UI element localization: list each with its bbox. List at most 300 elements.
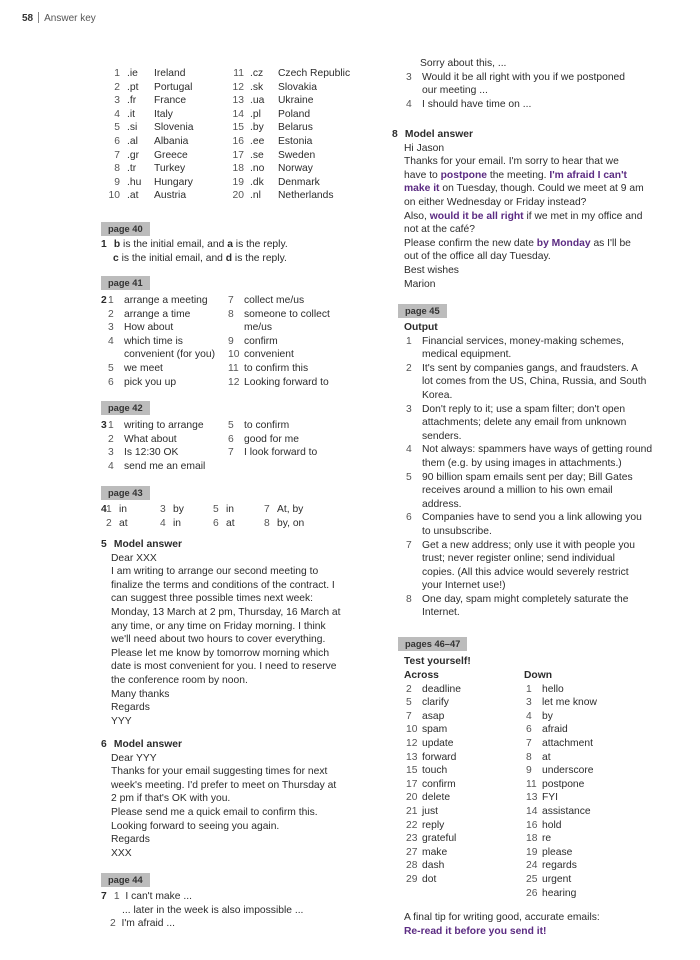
item-text: lot comes from the US, China, Russia, and South (422, 376, 647, 388)
page-label: page 45 (398, 304, 447, 318)
item-text: to confirm this (244, 362, 309, 374)
list-item (524, 791, 664, 805)
domain-code: .tr (127, 163, 137, 175)
crossword-word: underscore (542, 765, 594, 777)
domain-row (230, 176, 390, 190)
list-item (106, 321, 236, 335)
final-tip (404, 911, 686, 938)
item-number: 7 (406, 710, 412, 722)
item-number: 1 (526, 683, 532, 695)
crossword-word: dot (422, 873, 437, 885)
text-line: any time, or any time on Friday morning. I think (111, 620, 326, 632)
item-number: 15 (406, 765, 418, 777)
answer-text: by, on (277, 517, 305, 529)
crossword-word: just (422, 805, 439, 817)
item-number: 12 (228, 376, 240, 388)
answer-text: is the initial email, and (118, 252, 226, 264)
highlight-text: by Monday (536, 237, 591, 249)
list-item (226, 419, 356, 460)
item-text: to confirm (244, 420, 290, 431)
q6-model-answer (101, 738, 391, 860)
item-number: 14 (526, 805, 538, 817)
item-number: 9 (114, 176, 120, 188)
domain-list-left (106, 67, 236, 203)
item-number: 10 (108, 190, 120, 202)
item-number: 8 (114, 163, 120, 175)
question-number: 1 (101, 239, 107, 250)
list-item (106, 376, 236, 390)
list-item (226, 362, 356, 376)
text-line: the conference room by noon. (111, 674, 248, 686)
item-number: 5 (406, 471, 412, 483)
list-item (404, 751, 524, 765)
item-text: 90 billion spam emails sent per day; Bill Gates (422, 471, 633, 483)
crossword-word: urgent (542, 873, 572, 885)
list-item (524, 683, 664, 697)
tip-highlight: Re-read it before you send it! (404, 925, 547, 937)
item-number: 2 (110, 918, 116, 930)
item-number: 3 (406, 71, 412, 83)
list-item (404, 403, 686, 444)
item-number: 19 (526, 846, 538, 858)
text-line: we'll need about two hours to cover everything. (111, 634, 326, 646)
section-page-44 (101, 873, 150, 888)
column-title: Down (524, 670, 553, 681)
item-number: 4 (114, 108, 120, 120)
item-number: 8 (264, 517, 270, 529)
section-title: Test yourself! (404, 656, 471, 667)
item-number: 14 (232, 108, 244, 120)
item-number: 21 (406, 805, 418, 817)
page-label: page 44 (101, 873, 150, 887)
text-line: Also, would it be all right if we met in my office and (404, 210, 643, 222)
item-text: Financial services, money-making schemes, (422, 335, 625, 347)
item-number: 9 (228, 335, 234, 347)
domain-code: .hu (127, 176, 142, 188)
page41-right (226, 294, 356, 389)
item-number: 7 (114, 149, 120, 161)
item-text: them (e.g. by using images in attachments.) (422, 457, 622, 469)
list-item (106, 460, 236, 474)
item-number: 6 (526, 724, 532, 736)
list-item (524, 859, 664, 873)
item-number: 22 (406, 819, 418, 831)
item-text: What about (124, 433, 177, 445)
crossword-word: postpone (542, 778, 585, 790)
list-item (524, 751, 664, 765)
list-item (404, 737, 524, 751)
answer-text: Sorry about this, ... (420, 58, 507, 69)
item-number: 2 (106, 517, 112, 529)
question-number: 2 (101, 295, 107, 306)
crossword-word: grateful (422, 833, 457, 845)
item-number: 12 (232, 81, 244, 93)
text-line: can suggest three possible times next week: (111, 593, 314, 605)
item-text: senders. (422, 430, 462, 442)
answer-text: at (119, 517, 128, 529)
output-answers (404, 321, 686, 620)
text-line: Thanks for your email. I'm sorry to hear that we (404, 156, 619, 168)
item-number: 5 (114, 122, 120, 134)
domain-code: .cz (250, 68, 264, 79)
domain-code: .sk (250, 81, 264, 93)
crossword-word: delete (422, 792, 451, 804)
list-item (106, 433, 236, 447)
text-line: on either Wednesday or Friday instead? (404, 196, 587, 208)
item-number: 24 (526, 860, 538, 872)
country-name: Denmark (278, 176, 320, 188)
answer-text: I should have time on ... (422, 98, 532, 110)
item-number: 3 (114, 95, 120, 107)
domain-code: .gr (127, 149, 140, 161)
section-page-46-47 (398, 637, 467, 652)
item-text: good for me (244, 433, 299, 445)
answer-text: in (173, 517, 182, 529)
crossword-word: clarify (422, 697, 449, 709)
item-number: 8 (228, 308, 234, 320)
answer-text: is the reply. (232, 252, 287, 264)
country-name: Austria (154, 190, 187, 202)
section-page-45 (398, 304, 447, 319)
crossword-word: afraid (542, 724, 568, 736)
domain-row (106, 121, 236, 135)
item-text: convenient (for you) (124, 349, 216, 361)
tip-text: A final tip for writing good, accurate emails: (404, 912, 600, 923)
domain-row (106, 67, 236, 81)
domain-row (230, 135, 390, 149)
domain-code: .by (250, 122, 264, 134)
domain-code: .it (127, 108, 136, 120)
item-number: 13 (232, 95, 244, 107)
text-line: make it on Tuesday, though. Could we meet at 9 am (404, 183, 644, 195)
answer-text: by (173, 504, 184, 515)
crossword-word: reply (422, 819, 445, 831)
item-number: 1 (108, 420, 114, 431)
item-text: copies. (All this advice would severely restrict (422, 566, 629, 578)
domain-row (230, 67, 390, 81)
item-number: 19 (232, 176, 244, 188)
list-item (524, 887, 664, 901)
item-text: How about (124, 322, 174, 334)
question-number: 6 (101, 739, 107, 750)
domain-code: .nl (250, 190, 261, 202)
domain-row (106, 67, 236, 203)
item-number: 2 (108, 433, 114, 445)
item-number: 3 (160, 504, 166, 515)
item-text: medical equipment. (422, 349, 512, 361)
text-line: Thanks for your email suggesting times for next (111, 766, 328, 778)
list-item (404, 791, 524, 805)
answer-text: is the initial email, and (120, 239, 228, 250)
answer-text: I'm afraid ... (121, 918, 175, 930)
item-number: 7 (264, 504, 270, 515)
text-line: finalize the terms and conditions of the contract. I (111, 579, 335, 591)
list-item (524, 832, 664, 846)
domain-code: .dk (250, 176, 264, 188)
header-title: Answer key (44, 13, 96, 24)
text-line: have to postpone the meeting. I'm afraid I can't (404, 169, 627, 181)
crossword-word: update (422, 737, 454, 749)
item-number: 6 (114, 135, 120, 147)
list-item (106, 419, 236, 473)
domain-row (230, 81, 390, 95)
item-text: Korea. (422, 389, 453, 401)
list-item (524, 846, 664, 860)
list-item (404, 683, 524, 697)
item-text: Companies have to send you a link allowing you (422, 512, 642, 524)
page42-right (226, 419, 356, 460)
list-item (404, 335, 686, 362)
country-name: Poland (278, 108, 311, 120)
section-page-41 (101, 276, 150, 291)
item-number: 20 (406, 792, 418, 804)
text-line: Hi Jason (404, 142, 445, 154)
item-number: 11 (526, 778, 537, 790)
item-text: arrange a meeting (124, 295, 208, 306)
item-number: 2 (108, 308, 114, 320)
item-number: 15 (232, 122, 244, 134)
domain-row (106, 135, 236, 149)
item-text: address. (422, 498, 462, 510)
list-item (524, 696, 664, 710)
item-number: 1 (113, 891, 120, 902)
grid-row (106, 517, 366, 531)
answer-text: in (226, 504, 235, 515)
domain-code: .si (127, 122, 138, 134)
country-name: Slovakia (278, 81, 317, 93)
text-line: Looking forward to seeing you again. (111, 820, 280, 832)
list-item (524, 805, 664, 819)
item-number: 3 (108, 322, 114, 334)
list-item (404, 819, 524, 833)
crossword-word: deadline (422, 683, 461, 695)
country-name: Greece (154, 149, 188, 161)
item-number: 3 (108, 447, 114, 459)
item-text: confirm (244, 335, 278, 347)
crossword-word: at (542, 751, 551, 763)
item-text: It's sent by companies gangs, and fraudsters. A (422, 362, 639, 374)
list-item (226, 294, 356, 308)
list-item (226, 433, 356, 447)
list-item (404, 443, 686, 470)
answer-letter: a (227, 239, 233, 250)
q7-continued (404, 57, 684, 111)
country-name: Czech Republic (278, 68, 351, 79)
item-text: your Internet use!) (422, 580, 506, 592)
down-list (524, 669, 664, 900)
item-text: I look forward to (244, 447, 318, 459)
page-label: page 41 (101, 276, 150, 290)
list-item (404, 593, 686, 620)
answer-title: Model answer (113, 539, 182, 550)
domain-code: .no (250, 163, 265, 175)
list-item (226, 419, 356, 433)
item-text: One day, spam might completely saturate the (422, 593, 629, 605)
country-name: France (154, 95, 187, 107)
question-number: 8 (392, 129, 398, 140)
list-item (404, 832, 524, 846)
item-number: 13 (526, 792, 538, 804)
list-item (404, 859, 524, 873)
item-number: 5 (108, 362, 114, 374)
item-number: 5 (406, 697, 412, 709)
text-line: Please let me know by tomorrow morning which (111, 647, 330, 659)
item-number: 7 (228, 447, 234, 459)
item-number: 28 (406, 860, 418, 872)
domain-row (106, 162, 236, 176)
domain-row (106, 81, 236, 95)
list-item (106, 308, 236, 322)
list-item (404, 539, 686, 593)
list-item (226, 446, 356, 460)
domain-row (106, 94, 236, 108)
item-number: 27 (406, 846, 418, 858)
item-number: 23 (406, 833, 418, 845)
domain-row (230, 94, 390, 108)
domain-code: .ua (250, 95, 265, 107)
page41-left (106, 294, 236, 389)
text-line: Dear XXX (111, 552, 157, 564)
q8-model-answer (392, 128, 684, 291)
answer-title: Model answer (404, 129, 473, 140)
crossword-answer (404, 683, 524, 887)
highlight-text: postpone (440, 169, 487, 181)
domain-list-right (230, 67, 390, 203)
answer-letter: d (225, 252, 233, 264)
page-header (22, 12, 96, 26)
country-name: Hungary (154, 176, 193, 188)
item-number: 9 (526, 765, 532, 777)
item-number: 26 (526, 887, 538, 899)
item-text: Get a new address; only use it with people you (422, 539, 635, 551)
domain-code: .pt (127, 81, 139, 93)
domain-row (230, 162, 390, 176)
item-number: 2 (406, 683, 412, 695)
test-yourself (404, 655, 686, 669)
highlight-text: make it (404, 183, 440, 195)
country-name: Albania (154, 135, 189, 147)
page43-grid (106, 503, 366, 530)
text-line: Monday, 13 March at 2 pm, Thursday, 16 March at (111, 606, 341, 618)
list-item (226, 308, 356, 335)
item-number: 3 (526, 697, 532, 709)
item-number: 1 (406, 335, 412, 347)
crossword-word: attachment (542, 737, 593, 749)
item-text: we meet (124, 362, 163, 374)
domain-code: .fr (127, 95, 137, 107)
item-text: collect me/us (244, 295, 305, 306)
item-text: attachments; delete any email from unknown (422, 417, 627, 429)
item-number: 10 (228, 349, 240, 361)
item-number: 25 (526, 873, 538, 885)
list-item (226, 348, 356, 362)
text-line: 2 pm if that's OK with you. (111, 793, 231, 805)
item-text: receives around a million to his own email (422, 485, 613, 497)
list-item (404, 362, 686, 403)
list-item (106, 294, 236, 389)
page-label: pages 46–47 (398, 637, 467, 651)
country-name: Ukraine (278, 95, 314, 107)
crossword-word: regards (542, 860, 577, 872)
item-number: 18 (232, 163, 244, 175)
page-number: 58 (22, 13, 34, 24)
item-text: Internet. (422, 607, 460, 619)
country-name: Portugal (154, 81, 193, 93)
item-text: pick you up (124, 376, 177, 388)
item-text: someone to collect (244, 308, 330, 320)
item-number: 18 (526, 833, 538, 845)
item-number: 4 (108, 335, 114, 347)
page-label: page 42 (101, 401, 150, 415)
text-line: Dear YYY (111, 752, 157, 764)
item-number: 2 (406, 362, 412, 374)
answer-text: in (119, 504, 128, 515)
item-number: 1 (106, 504, 112, 515)
country-name: Italy (154, 108, 173, 120)
item-number: 6 (108, 376, 114, 388)
item-number: 13 (406, 751, 418, 763)
item-text: Don't reply to it; use a spam filter; don't open (422, 403, 626, 415)
list-item (106, 446, 236, 460)
highlight-text: would it be all right (429, 210, 524, 222)
list-item (524, 723, 664, 737)
text-line: Please confirm the new date by Monday as I'll be (404, 237, 631, 249)
crossword-word: let me know (542, 697, 597, 709)
crossword-word: dash (422, 860, 445, 872)
item-text: trust; never register online; send individual (422, 553, 615, 565)
country-name: Slovenia (154, 122, 194, 134)
text-line: not at the café? (404, 224, 475, 236)
domain-code: .ee (250, 135, 265, 147)
text-line: Best wishes (404, 264, 459, 276)
crossword-word: re (542, 833, 552, 845)
text-line: week's meeting. I'd prefer to meet on Thursday at (111, 779, 337, 791)
item-number: 20 (232, 190, 244, 202)
answer-text: at (226, 517, 235, 529)
answer-text: is the reply. (232, 239, 288, 250)
item-number: 8 (406, 593, 412, 605)
crossword-word: make (422, 846, 448, 858)
crossword-word: FYI (542, 792, 559, 804)
item-text: writing to arrange (124, 420, 204, 431)
list-item (106, 335, 236, 362)
list-item (404, 723, 524, 737)
crossword-word: assistance (542, 805, 591, 817)
item-number: 1 (114, 68, 120, 79)
crossword-word: forward (422, 751, 457, 763)
answer-text: ... later in the week is also impossible ... (122, 904, 304, 916)
section-page-43 (101, 486, 150, 501)
domain-row (106, 176, 236, 190)
text-line: I am writing to arrange our second meeting to (111, 566, 319, 578)
crossword-answer (524, 683, 664, 901)
grid-row (106, 503, 366, 517)
text-line (101, 752, 391, 861)
crossword-word: please (542, 846, 573, 858)
list-item (524, 819, 664, 833)
country-name: Netherlands (278, 190, 334, 202)
list-item (524, 710, 664, 724)
question-number: 4 (101, 504, 107, 515)
text-line: Please send me a quick email to confirm this. (111, 806, 318, 818)
item-number: 17 (232, 149, 244, 161)
item-number: 16 (232, 135, 244, 147)
item-number: 7 (526, 737, 532, 749)
domain-code: .ie (127, 68, 138, 79)
section-page-40 (101, 222, 150, 237)
domain-row (230, 189, 390, 203)
list-item (404, 471, 686, 512)
